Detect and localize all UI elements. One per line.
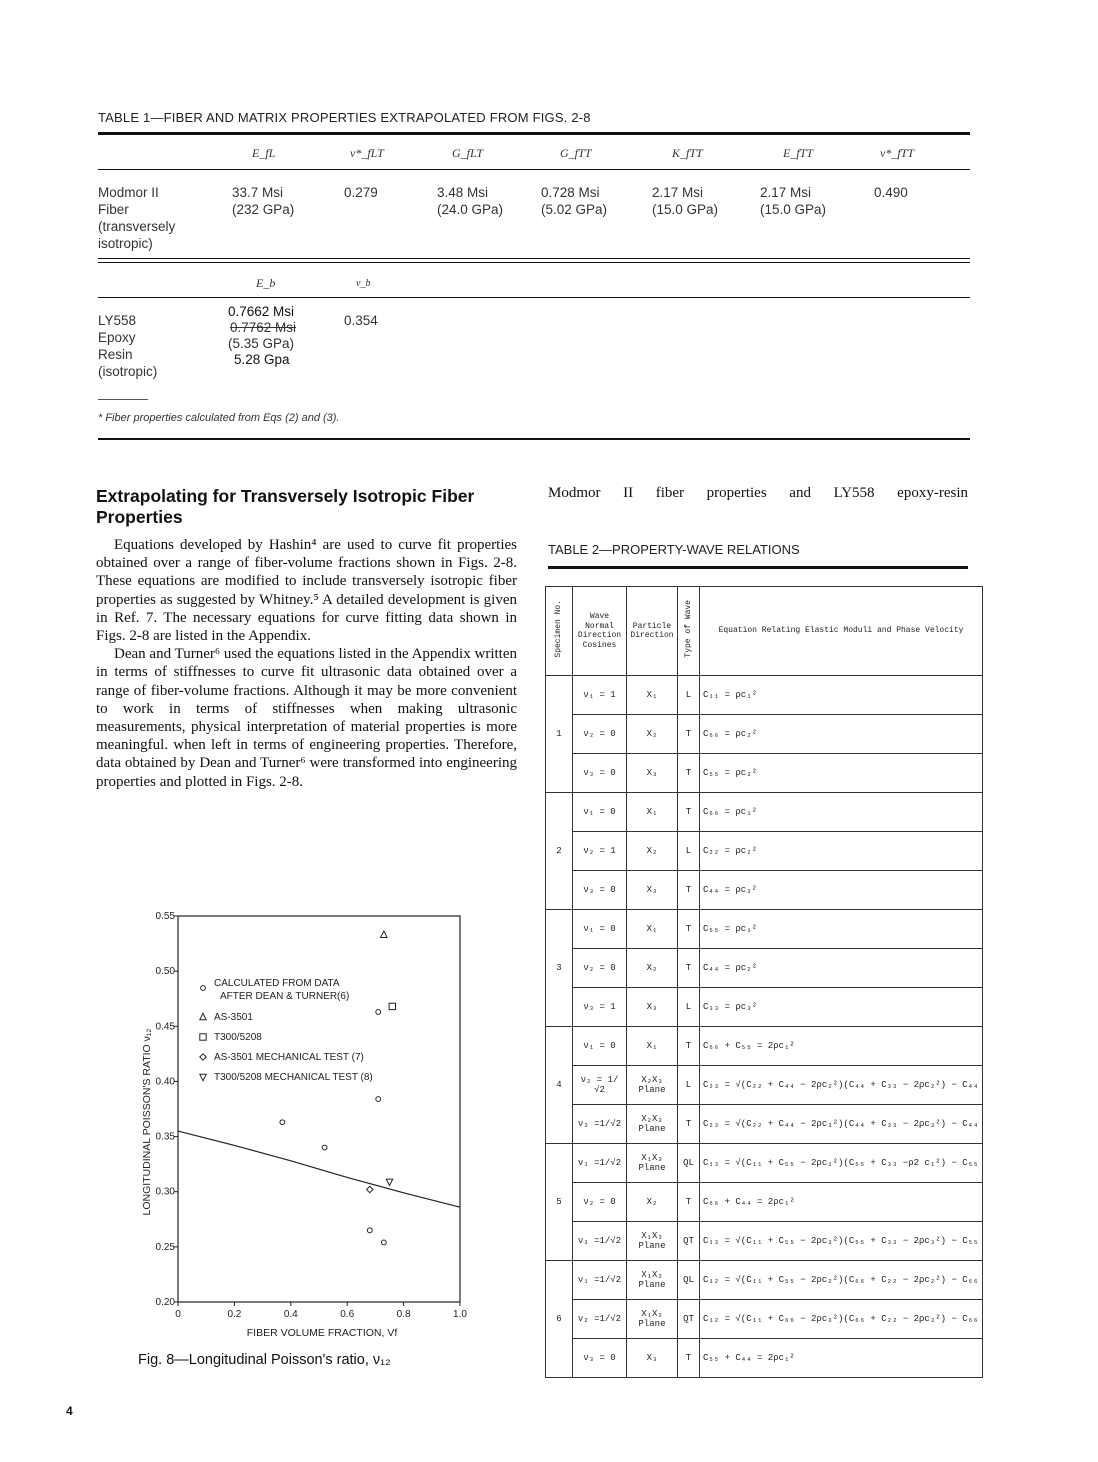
t2-specimen xyxy=(546,1144,573,1183)
t1-header-nuflt: ν*_fLT xyxy=(350,146,384,160)
data-point-circle xyxy=(376,1010,381,1015)
table2-top-rule xyxy=(548,566,968,569)
legend-label: T300/5208 MECHANICAL TEST (8) xyxy=(214,1072,373,1083)
t2-particle-direction: X₂ xyxy=(627,832,678,871)
t2-equation: C₄₄ = ρc₃² xyxy=(700,871,983,910)
t2-equation: C₂₂ = ρc₂² xyxy=(700,832,983,871)
t2-wave-cosine: ν₃ =1/√2 xyxy=(573,1222,627,1261)
t2-equation: C₃₃ = ρc₃² xyxy=(700,988,983,1027)
t2-specimen xyxy=(546,1105,573,1144)
t2-wave-cosine: ν₃ = 0 xyxy=(573,754,627,793)
table1-caption: TABLE 1—FIBER AND MATRIX PROPERTIES EXTRAPOLATED FROM FIGS. 2-8 xyxy=(98,110,591,125)
t2-specimen xyxy=(546,871,573,910)
t1-fiber-gftt: 0.728 Msi (5.02 GPa) xyxy=(541,185,608,217)
t2-particle-direction: X₁ xyxy=(627,1027,678,1066)
body-text xyxy=(96,536,517,791)
t2-equation: C₂₃ = √(C₂₂ + C₄₄ − 2ρc₃²)(C₄₄ + C₃₃ − 2ρc₃²) − C₄₄ xyxy=(700,1105,983,1144)
t2-particle-direction: X₃ xyxy=(627,754,678,793)
figure8-axes xyxy=(178,916,460,1302)
table1-footnote-rule xyxy=(98,399,148,400)
t2-wave-cosine: ν₂ =1/√2 xyxy=(573,1300,627,1339)
data-point-triangle xyxy=(381,931,387,937)
table1-footnote: * Fiber properties calculated from Eqs (2) and (3). xyxy=(98,412,340,424)
t2-particle-direction: X₁X₃ Plane xyxy=(627,1222,678,1261)
table2-row xyxy=(546,1066,983,1105)
t1-fiber-label: Modmor II Fiber (transversely isotropic) xyxy=(98,185,176,251)
t2-wave-type: L xyxy=(678,676,700,715)
y-tick-label: 0.20 xyxy=(155,1297,175,1308)
t2-specimen xyxy=(546,1261,573,1300)
t2-wave-type: T xyxy=(678,1183,700,1222)
t1-header-gflt: G_fLT xyxy=(452,146,484,160)
t1-fiber-efl: 33.7 Msi (232 GPa) xyxy=(232,185,295,217)
t2-header-type: Type of Wave xyxy=(678,587,700,676)
t1-header-eftt: E_fTT xyxy=(783,146,814,160)
t2-specimen xyxy=(546,988,573,1027)
paragraph-1: Equations developed by Hashin⁴ are used to curve fit properties obtained over a range of fiber-volume fractions shown in Figs. 2-8. These equations are modified to include transversely isotropic fiber properties as suggested by Whitney.⁵ A detailed development is given in Ref. 7. The necessary equations for curve fitting data shown in Figs. 2-8 are listed in the Appendix. xyxy=(96,537,517,645)
data-point-circle xyxy=(280,1120,285,1125)
right-column-text: Modmor II fiber properties and LY558 epoxy-resin xyxy=(548,485,968,501)
legend-symbol-triangle xyxy=(200,1013,206,1019)
t2-equation: C₅₅ = ρc₁² xyxy=(700,910,983,949)
t2-particle-direction: X₁ xyxy=(627,793,678,832)
t2-specimen: 1 xyxy=(546,715,573,754)
y-tick-label: 0.25 xyxy=(155,1241,175,1253)
table2-row xyxy=(546,988,983,1027)
figure8-chart xyxy=(130,900,480,1348)
t2-wave-type: L xyxy=(678,988,700,1027)
t2-wave-type: QT xyxy=(678,1300,700,1339)
t2-wave-cosine: ν₁ = 0 xyxy=(573,910,627,949)
t2-particle-direction: X₁X₂ Plane xyxy=(627,1261,678,1300)
x-axis-label: FIBER VOLUME FRACTION, Vf xyxy=(246,1327,398,1339)
t2-particle-direction: X₂ xyxy=(627,949,678,988)
t1-header-nub: ν_b xyxy=(356,278,371,289)
t2-wave-cosine: ν₂ = 1 xyxy=(573,832,627,871)
t2-particle-direction: X₂X₃ Plane xyxy=(627,1066,678,1105)
t2-particle-direction: X₃ xyxy=(627,1339,678,1378)
paragraph-2: Dean and Turner⁶ used the equations listed in the Appendix written in terms of stiffnesses to curve fit ultrasonic data obtained over a range of fiber-volume fractions. Although it may be more convenient to work in terms of stiffnesses when making ultrasonic measurements, physical interpretation of material properties is more meaningful. when left in terms of engineering properties. Therefore, data obtained by Dean and Turner⁶ were transformed into engineering properties and plotted in Figs. 2-8. xyxy=(96,646,517,790)
t2-wave-cosine: ν₂ = 0 xyxy=(573,949,627,988)
t2-wave-cosine: ν₃ = 1 xyxy=(573,988,627,1027)
table2-header-row xyxy=(546,587,983,676)
t2-specimen xyxy=(546,1027,573,1066)
table2-row xyxy=(546,949,983,988)
t2-particle-direction: X₂X₃ Plane xyxy=(627,1105,678,1144)
t2-specimen xyxy=(546,910,573,949)
t1-matrix-eb: 0.7662 Msi 0.7762 Msi (5.35 GPa) 5.28 Gpa xyxy=(228,304,297,367)
table2-row xyxy=(546,1144,983,1183)
t2-equation: C₁₁ = ρc₁² xyxy=(700,676,983,715)
x-tick-label: 0.2 xyxy=(227,1309,242,1320)
t2-specimen: 5 xyxy=(546,1183,573,1222)
table1-top-rule xyxy=(98,132,970,135)
t2-wave-type: QL xyxy=(678,1144,700,1183)
table1-matrix-header-rule xyxy=(98,297,970,298)
t2-equation: C₅₅ = ρc₃² xyxy=(700,754,983,793)
data-point-diamond xyxy=(367,1186,373,1192)
t2-specimen xyxy=(546,1222,573,1261)
t2-wave-type: QT xyxy=(678,1222,700,1261)
t2-equation: C₆₆ = ρc₂² xyxy=(700,715,983,754)
data-point-circle xyxy=(322,1145,327,1150)
t2-specimen: 3 xyxy=(546,949,573,988)
data-point-square xyxy=(389,1003,395,1009)
t2-wave-type: QL xyxy=(678,1261,700,1300)
y-tick-label: 0.35 xyxy=(155,1131,175,1143)
t1-matrix-nub: 0.354 xyxy=(344,313,378,328)
plot-frame xyxy=(178,916,460,1302)
t2-equation: C₁₂ = √(C₁₁ + C₆₆ − 2ρc₃²)(C₆₆ + C₂₂ − 2ρc₃²) − C₆₆ xyxy=(700,1300,983,1339)
t2-header-particle: Particle Direction xyxy=(627,587,678,676)
t2-equation: C₁₃ = √(C₁₁ + C₅₅ − 2ρc₃²)(C₅₅ + C₃₃ − 2ρc₃²) − C₅₅ xyxy=(700,1222,983,1261)
t2-wave-type: L xyxy=(678,832,700,871)
y-tick-label: 0.40 xyxy=(155,1076,175,1088)
t2-particle-direction: X₃ xyxy=(627,988,678,1027)
table2-row xyxy=(546,910,983,949)
data-point-inv-triangle xyxy=(386,1179,392,1185)
t2-wave-type: T xyxy=(678,910,700,949)
table2-row xyxy=(546,1339,983,1378)
t2-specimen: 4 xyxy=(546,1066,573,1105)
table2-row xyxy=(546,793,983,832)
legend-label: AS-3501 MECHANICAL TEST (7) xyxy=(214,1052,364,1063)
t1-fiber-kftt: 2.17 Msi (15.0 GPa) xyxy=(652,185,719,217)
t2-wave-cosine: ν₂ = 0 xyxy=(573,1183,627,1222)
figure8-curve xyxy=(178,1131,460,1207)
t2-wave-cosine: ν₁ = 0 xyxy=(573,1027,627,1066)
t2-equation: C₆₆ = ρc₁² xyxy=(700,793,983,832)
table2-row xyxy=(546,1027,983,1066)
t2-specimen xyxy=(546,1339,573,1378)
table2-body xyxy=(546,676,983,1378)
t2-header-wave: Wave Normal Direction Cosines xyxy=(573,587,627,676)
table1-mid-rule-1 xyxy=(98,258,970,259)
table2-row xyxy=(546,715,983,754)
legend-symbol-circle xyxy=(201,986,206,991)
table2-row xyxy=(546,832,983,871)
t2-specimen xyxy=(546,754,573,793)
t2-particle-direction: X₁ xyxy=(627,676,678,715)
t2-wave-type: T xyxy=(678,871,700,910)
table2-row xyxy=(546,1261,983,1300)
t2-header-specimen: Specimen No. xyxy=(546,587,573,676)
legend-symbol-inv-triangle xyxy=(200,1074,206,1080)
t2-particle-direction: X₂ xyxy=(627,1183,678,1222)
legend-label: AS-3501 xyxy=(214,1012,253,1023)
t2-wave-type: T xyxy=(678,1027,700,1066)
table2-row xyxy=(546,1105,983,1144)
figure8-ticks xyxy=(156,911,468,1320)
t2-specimen xyxy=(546,676,573,715)
t2-equation: C₁₂ = √(C₁₁ + C₅₅ − 2ρc₂²)(C₆₆ + C₂₂ − 2ρc₂²) − C₆₆ xyxy=(700,1261,983,1300)
data-point-circle xyxy=(376,1097,381,1102)
t2-equation: C₆₆ + C₄₄ = 2ρc₁² xyxy=(700,1183,983,1222)
table1-bottom-rule xyxy=(98,438,970,440)
t2-equation: C₂₃ = √(C₂₂ + C₄₄ − 2ρc₂²)(C₄₄ + C₃₃ − 2ρc₂²) − C₄₄ xyxy=(700,1066,983,1105)
table2-row xyxy=(546,1183,983,1222)
t2-wave-cosine: ν₁ =1/√2 xyxy=(573,1261,627,1300)
t1-header-gftt: G_fTT xyxy=(560,146,592,160)
t2-wave-type: T xyxy=(678,949,700,988)
t1-matrix-label: LY558 Epoxy Resin (isotropic) xyxy=(98,313,158,379)
t2-specimen: 6 xyxy=(546,1300,573,1339)
t2-wave-type: L xyxy=(678,1066,700,1105)
table2-row xyxy=(546,1300,983,1339)
t2-wave-cosine: ν₂ = 1/√2 xyxy=(573,1066,627,1105)
table1-header-rule xyxy=(98,169,970,170)
t1-fiber-nuflt: 0.279 xyxy=(344,185,378,200)
table2-row xyxy=(546,676,983,715)
t2-wave-cosine: ν₁ = 1 xyxy=(573,676,627,715)
t2-particle-direction: X₁ xyxy=(627,910,678,949)
t2-wave-type: T xyxy=(678,754,700,793)
y-tick-label: 0.55 xyxy=(155,911,175,922)
t1-header-nuftt: ν*_fTT xyxy=(880,146,915,160)
t2-particle-direction: X₁X₂ Plane xyxy=(627,1300,678,1339)
t2-wave-cosine: ν₂ = 0 xyxy=(573,715,627,754)
t2-wave-type: T xyxy=(678,1339,700,1378)
y-tick-label: 0.30 xyxy=(155,1186,175,1198)
t1-header-kftt: K_fTT xyxy=(672,146,703,160)
t2-equation: C₆₆ + C₅₅ = 2ρc₁² xyxy=(700,1027,983,1066)
table2 xyxy=(545,586,983,1378)
legend-symbol-diamond xyxy=(200,1054,206,1060)
t2-equation: C₁₃ = √(C₁₁ + C₅₅ − 2ρc₁²)(C₅₅ + C₃₃ −ρ2 c₁²) − C₅₅ xyxy=(700,1144,983,1183)
t1-fiber-nuftt: 0.490 xyxy=(874,185,908,200)
table2-row xyxy=(546,754,983,793)
y-tick-label: 0.50 xyxy=(155,966,175,978)
t2-wave-type: T xyxy=(678,715,700,754)
t2-specimen: 2 xyxy=(546,832,573,871)
t2-equation: C₅₅ + C₄₄ = 2ρc₁² xyxy=(700,1339,983,1378)
t1-header-efl: E_fL xyxy=(252,146,276,160)
t2-wave-cosine: ν₃ =1/√2 xyxy=(573,1105,627,1144)
x-tick-label: 0.4 xyxy=(283,1309,298,1320)
y-tick-label: 0.45 xyxy=(155,1021,175,1033)
data-point-circle xyxy=(367,1228,372,1233)
t2-wave-type: T xyxy=(678,793,700,832)
t2-wave-cosine: ν₃ = 0 xyxy=(573,871,627,910)
table2-caption: TABLE 2—PROPERTY-WAVE RELATIONS xyxy=(548,542,800,557)
y-axis-label: LONGITUDINAL POISSON'S RATIO ν₁₂ xyxy=(141,1028,153,1216)
page-number: 4 xyxy=(66,1404,73,1418)
t2-particle-direction: X₂ xyxy=(627,715,678,754)
section-heading: Extrapolating for Transversely Isotropic Fiber Properties xyxy=(96,486,475,527)
table2-row xyxy=(546,1222,983,1261)
legend-label-calculated: CALCULATED FROM DATA AFTER DEAN & TURNER(6) xyxy=(214,978,350,1002)
t2-wave-cosine: ν₁ = 0 xyxy=(573,793,627,832)
table1-mid-rule-2 xyxy=(98,262,970,263)
t2-particle-direction: X₃ xyxy=(627,871,678,910)
t2-wave-type: T xyxy=(678,1105,700,1144)
t2-wave-cosine: ν₁ =1/√2 xyxy=(573,1144,627,1183)
fit-curve xyxy=(178,1131,460,1207)
figure8-legend xyxy=(200,978,373,1083)
data-point-circle xyxy=(381,1240,386,1245)
table2-row xyxy=(546,871,983,910)
x-tick-label: 0 xyxy=(175,1309,181,1320)
t2-specimen xyxy=(546,793,573,832)
t1-fiber-gflt: 3.48 Msi (24.0 GPa) xyxy=(437,185,504,217)
x-tick-label: 0.6 xyxy=(340,1309,355,1320)
t1-header-eb: E_b xyxy=(256,276,276,290)
x-tick-label: 1.0 xyxy=(453,1309,467,1320)
figure-caption: Fig. 8—Longitudinal Poisson's ratio, ν₁₂ xyxy=(138,1352,391,1368)
t2-particle-direction: X₁X₃ Plane xyxy=(627,1144,678,1183)
x-tick-label: 0.8 xyxy=(396,1309,411,1320)
t2-equation: C₄₄ = ρc₂² xyxy=(700,949,983,988)
legend-symbol-square xyxy=(200,1034,206,1040)
t2-wave-cosine: ν₃ = 0 xyxy=(573,1339,627,1378)
t1-fiber-eftt: 2.17 Msi (15.0 GPa) xyxy=(760,185,827,217)
legend-label: T300/5208 xyxy=(214,1032,262,1043)
t2-header-equation: Equation Relating Elastic Moduli and Phase Velocity xyxy=(700,587,983,676)
